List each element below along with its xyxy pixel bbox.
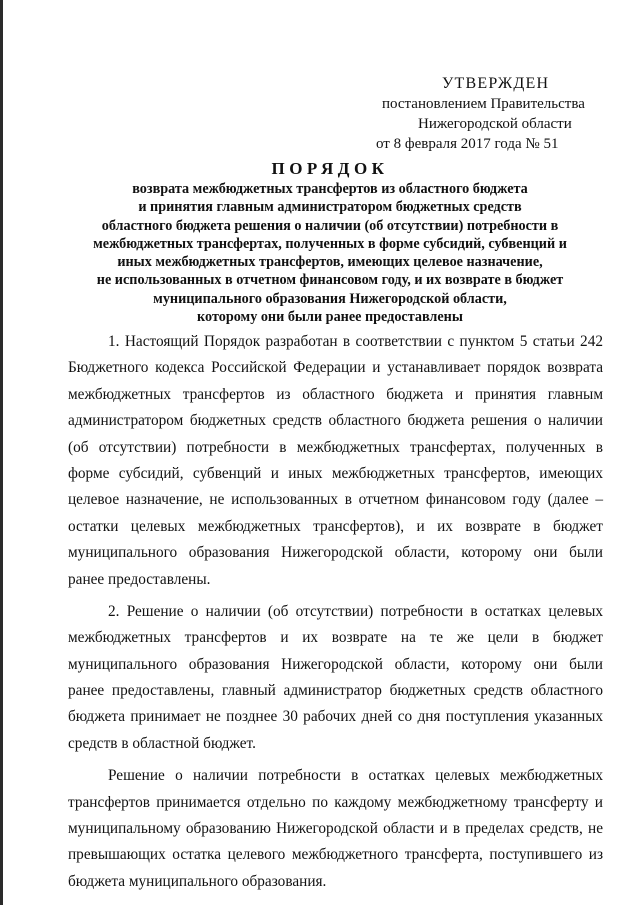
approval-line: Нижегородской области bbox=[418, 116, 572, 132]
text-line: трансфертов принимается отдельно по каждому межбюджетному трансферту и bbox=[68, 793, 603, 811]
paragraph-3 bbox=[68, 763, 603, 895]
text-line: межбюджетных трансфертов и их возврате на те же цели в бюджет bbox=[68, 629, 603, 647]
text-line: остатки целевых межбюджетных трансфертов), и их возврате в бюджет bbox=[68, 517, 603, 535]
approval-title: УТВЕРЖДЕН bbox=[442, 75, 550, 92]
text-line: превышающих остатка целевого межбюджетного трансферта, поступившего из bbox=[68, 846, 603, 864]
text-line: 1. Настоящий Порядок разработан в соответствии с пунктом 5 статьи 242 bbox=[108, 333, 603, 350]
text-line: муниципального образования Нижегородской области, которому они были bbox=[68, 655, 603, 673]
heading-line: не использованных в отчетном финансовом году, и их возврате в бюджет bbox=[96, 272, 564, 289]
document-heading bbox=[60, 158, 600, 326]
text-line: ранее предоставлены, главный администратор бюджетных средств областного bbox=[68, 682, 603, 700]
approval-date-line: от 8 февраля 2017 года № 51 bbox=[376, 136, 559, 152]
text-line: бюджета принимает не позднее 30 рабочих дней со дня поступления указанных bbox=[68, 708, 603, 726]
text-line: 2. Решение о наличии (об отсутствии) потребности в остатках целевых bbox=[108, 602, 603, 620]
text-line: Бюджетного кодекса Российской Федерации и устанавливает порядок возврата bbox=[68, 359, 603, 377]
heading-line: межбюджетных трансфертах, полученных в форме субсидий, субвенций и bbox=[93, 235, 567, 252]
text-line: ранее предоставлены. bbox=[68, 570, 211, 588]
text-line: муниципальному образованию Нижегородской области и в пределах средств, не bbox=[68, 820, 603, 838]
text-line: межбюджетных трансфертов из областного бюджета и принятия главным bbox=[68, 385, 603, 403]
heading-line: областного бюджета решения о наличии (об отсутствии) потребности в bbox=[101, 217, 559, 234]
approval-stamp bbox=[372, 74, 622, 154]
text-line: муниципального образования Нижегородской области, которому они были bbox=[68, 544, 603, 562]
paragraph-2 bbox=[68, 599, 603, 757]
scan-edge bbox=[0, 0, 3, 905]
heading-line: муниципального образования Нижегородской области, bbox=[153, 290, 507, 307]
heading-line: и принятия главным администратором бюджетных средств bbox=[138, 199, 522, 216]
approval-line: постановлением Правительства bbox=[382, 96, 585, 112]
text-line: Решение о наличии потребности в остатках целевых межбюджетных bbox=[108, 767, 603, 785]
text-line: форме субсидий, субвенций и иных межбюджетных трансфертов, имеющих bbox=[68, 464, 603, 482]
heading-line: которому они были ранее предоставлены bbox=[197, 309, 463, 326]
text-line: средств в областной бюджет. bbox=[68, 734, 256, 752]
paragraph-1 bbox=[68, 329, 603, 593]
heading-line: иных межбюджетных трансфертов, имеющих целевое назначение, bbox=[117, 254, 543, 271]
document-body bbox=[68, 329, 603, 895]
heading-line: возврата межбюджетных трансфертов из областного бюджета bbox=[132, 181, 528, 197]
document-title: ПОРЯДОК bbox=[271, 159, 389, 178]
text-line: целевое назначение, не использованных в отчетном финансовом году (далее – bbox=[68, 491, 603, 509]
text-line: администратором бюджетных средств областного бюджета решения о наличии bbox=[68, 412, 603, 430]
text-line: (об отсутствии) потребности в межбюджетных трансфертах, полученных в bbox=[68, 438, 603, 456]
text-line: бюджета муниципального образования. bbox=[68, 872, 327, 890]
